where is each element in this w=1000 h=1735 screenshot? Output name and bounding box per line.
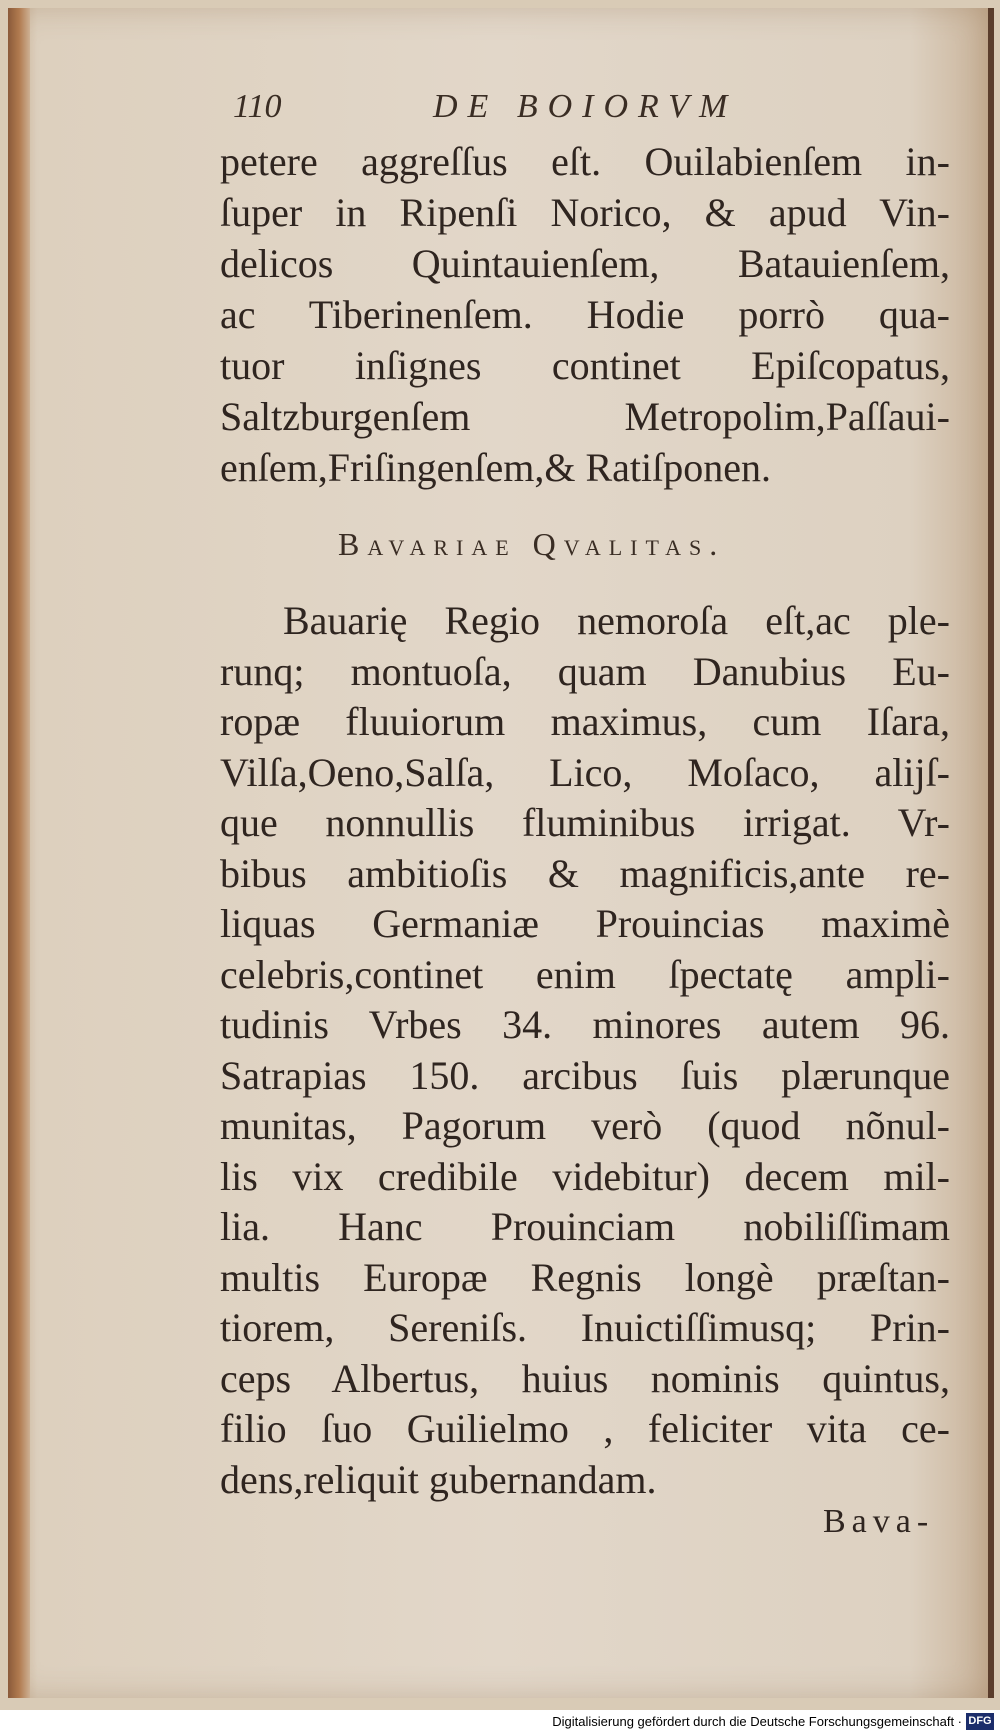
catchword: Bava- [823, 1503, 935, 1540]
funding-notice: Digitalisierung gefördert durch die Deutsche Forschungsgemeinschaft · [552, 1714, 962, 1729]
text-line: ceps Albertus, huius nominis quintus, [220, 1355, 950, 1401]
page-header [223, 88, 968, 138]
text-line: munitas, Pagorum verò (quod nõnul- [220, 1103, 950, 1148]
text-line: runq; montuoſa, quam Danubius Eu- [220, 648, 950, 694]
dfg-logo: DFG [966, 1713, 994, 1730]
text-line: dens,reliquit gubernandam. [220, 1456, 657, 1502]
running-head: DE BOIORVM [433, 88, 738, 125]
text-line: que nonnullis fluminibus irrigat. Vr- [220, 800, 950, 845]
text-line: tiorem, Sereniſs. Inuictiſſimusq; Prin- [220, 1305, 950, 1350]
text-line: ſuper in Ripenſi Norico, & apud Vin- [220, 190, 950, 235]
text-line: delicos Quintauienſem, Batauienſem, [220, 241, 950, 286]
book-spine [8, 8, 30, 1698]
text-line: Vilſa,Oeno,Salſa, Lico, Moſaco, alijſ- [220, 749, 950, 795]
section-heading: Bavariae Qvalitas. [338, 526, 726, 562]
text-line: filio ſuo Guilielmo , feliciter vita ce- [220, 1406, 950, 1451]
text-line: liquas Germaniæ Prouincias maximè [220, 901, 950, 946]
text-line: bibus ambitioſis & magnificis,ante re- [220, 850, 950, 896]
text-line: enſem,Friſingenſem,& Ratiſponen. [220, 445, 772, 490]
text-line: ac Tiberinenſem. Hodie porrò qua- [220, 292, 950, 337]
text-line: Satrapias 150. arcibus ſuis plærunque [220, 1052, 950, 1098]
page-number: 110 [233, 88, 282, 125]
paragraph-1 [220, 136, 950, 493]
text-line: celebris,continet enim ſpectatę ampli- [220, 951, 950, 997]
text-line: lia. Hanc Prouinciam nobiliſſimam [220, 1204, 950, 1249]
digitization-footer [0, 1710, 1000, 1735]
text-line: multis Europæ Regnis longè præſtan- [220, 1254, 950, 1300]
text-line: petere aggreſſus eſt. Ouilabienſem in- [220, 139, 950, 184]
book-page [8, 8, 994, 1698]
text-line: Saltzburgenſem Metropolim,Paſſaui- [220, 394, 950, 439]
text-line: tudinis Vrbes 34. minores autem 96. [220, 1002, 950, 1047]
text-line: tuor inſignes continet Epiſcopatus, [220, 343, 950, 388]
text-line: Bauarię Regio nemoroſa eſt,ac ple- [283, 598, 950, 643]
text-line: ropæ fluuiorum maximus, cum Iſara, [220, 699, 950, 744]
paragraph-2 [220, 596, 950, 1505]
text-line: lis vix credibile videbitur) decem mil- [220, 1153, 950, 1199]
